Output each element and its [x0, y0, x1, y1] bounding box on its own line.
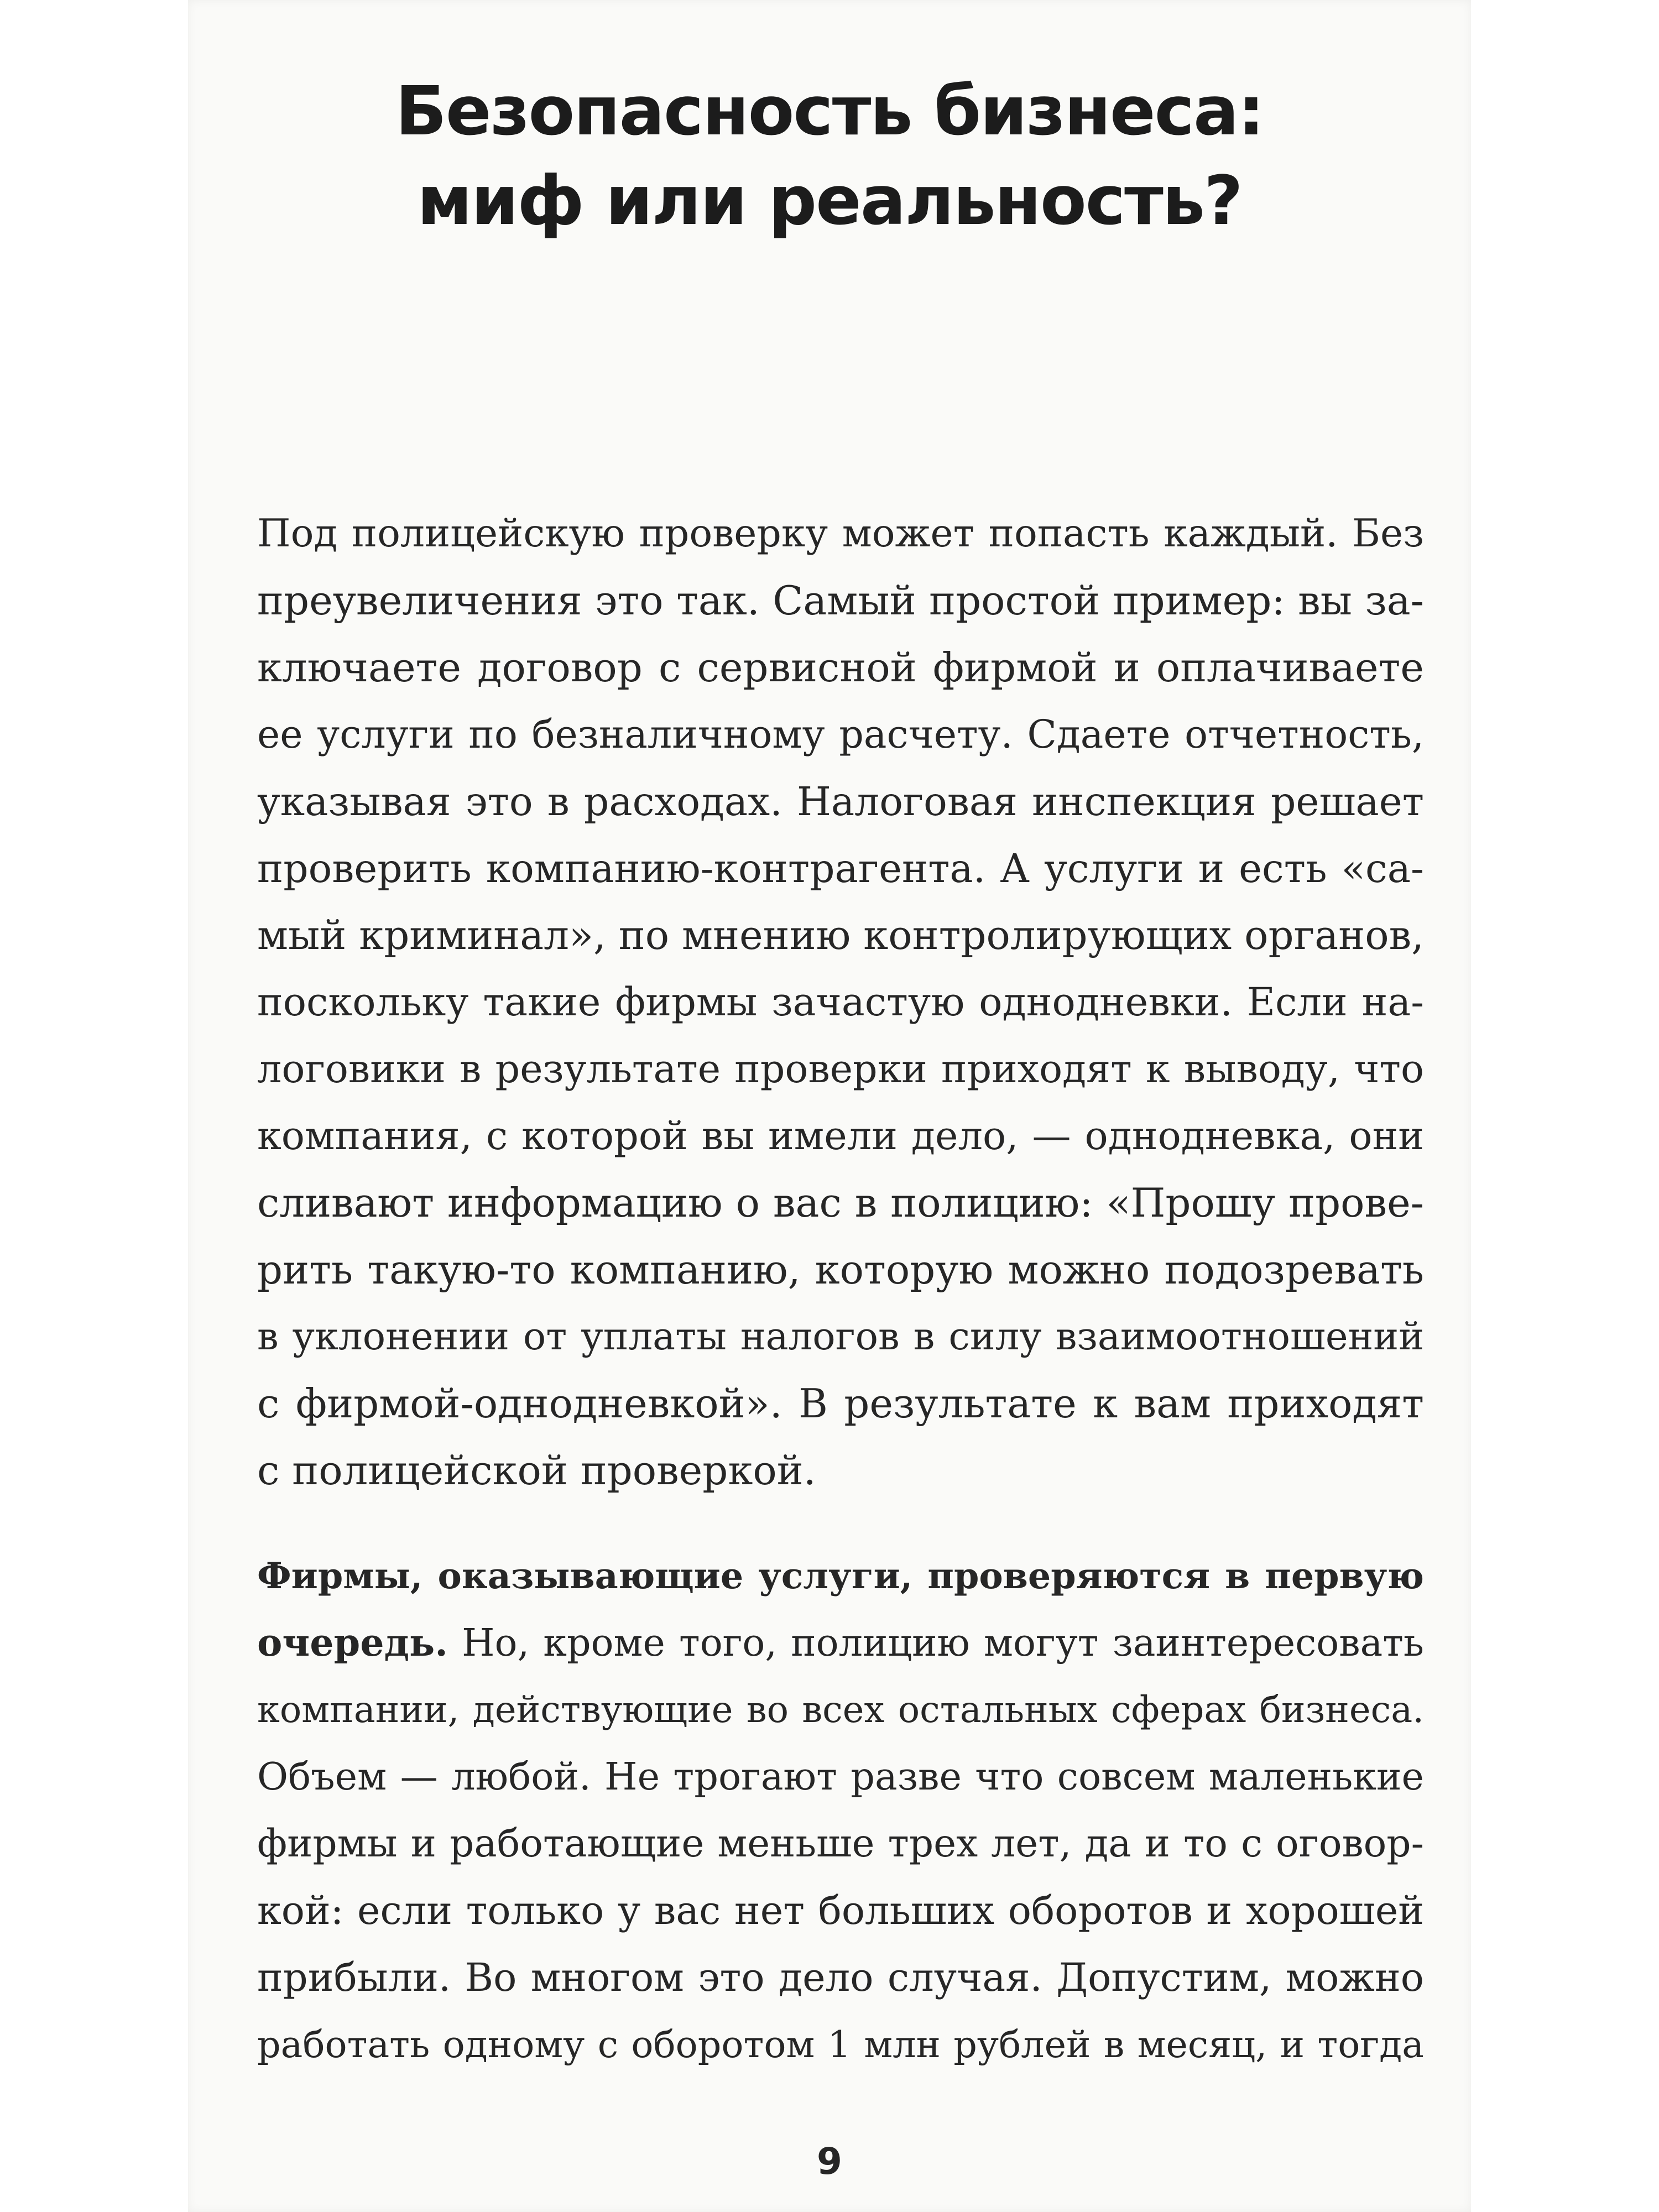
text-line: в уклонении от уплаты налогов в силу взаимоотношений	[257, 1314, 1424, 1359]
text-line: компании, действующие во всех остальных сферах бизнеса.	[257, 1689, 1424, 1731]
text-line: компания, с которой вы имели дело, — однодневка, они	[257, 1113, 1424, 1159]
text-line: ее услуги по безналичному расчету. Сдаете отчетность,	[257, 712, 1424, 757]
text-line: с полицейской проверкой.	[257, 1447, 816, 1494]
chapter-title-line-2: миф или реальность?	[417, 161, 1242, 240]
text-line: Под полицейскую проверку может попасть каждый. Без	[257, 512, 1424, 556]
text-line: указывая это в расходах. Налоговая инспекция решает	[257, 779, 1424, 825]
text-line: мый криминал», по мнению контролирующих органов,	[257, 912, 1424, 958]
book-page	[188, 0, 1471, 2212]
text-line: ключаете договор с сервисной фирмой и оплачиваете	[257, 644, 1424, 691]
text-line: поскольку такие фирмы зачастую однодневки. Если на-	[257, 979, 1424, 1025]
text-fragment: Но, кроме того, полицию могут заинтересовать	[447, 1621, 1424, 1665]
text-line: кой: если только у вас нет больших оборотов и хорошей	[257, 1888, 1424, 1933]
text-line: сливают информацию о вас в полицию: «Прошу прове-	[257, 1180, 1424, 1226]
text-line: рить такую-то компанию, которую можно подозревать	[257, 1246, 1424, 1293]
paragraph-1	[257, 500, 1424, 1504]
paragraph-2	[257, 1543, 1424, 2078]
text-line: с фирмой-однодневкой». В результате к вам приходят	[257, 1380, 1424, 1427]
text-line: преувеличения это так. Самый простой пример: вы за-	[257, 577, 1424, 624]
text-line: работать одному с оборотом 1 млн рублей в месяц, и тогда	[257, 2023, 1424, 2066]
page-number: 9	[817, 2140, 842, 2183]
text-line: Объем — любой. Не трогают разве что совсем маленькие	[257, 1755, 1424, 1799]
text-line: фирмы и работающие меньше трех лет, да и то с оговор-	[257, 1822, 1424, 1866]
bold-lead-end: очередь.	[257, 1621, 448, 1665]
chapter-title	[188, 66, 1471, 246]
text-line: проверить компанию-контрагента. А услуги и есть «са-	[257, 846, 1424, 891]
text-line: прибыли. Во многом это дело случая. Допустим, можно	[257, 1955, 1424, 2000]
text-line: логовики в результате проверки приходят к выводу, что	[257, 1047, 1424, 1092]
text-line-mixed	[257, 1610, 1424, 1677]
bold-lead-line: Фирмы, оказывающие услуги, проверяются в первую	[257, 1555, 1424, 1597]
chapter-title-line-1: Безопасность бизнеса:	[395, 72, 1264, 150]
